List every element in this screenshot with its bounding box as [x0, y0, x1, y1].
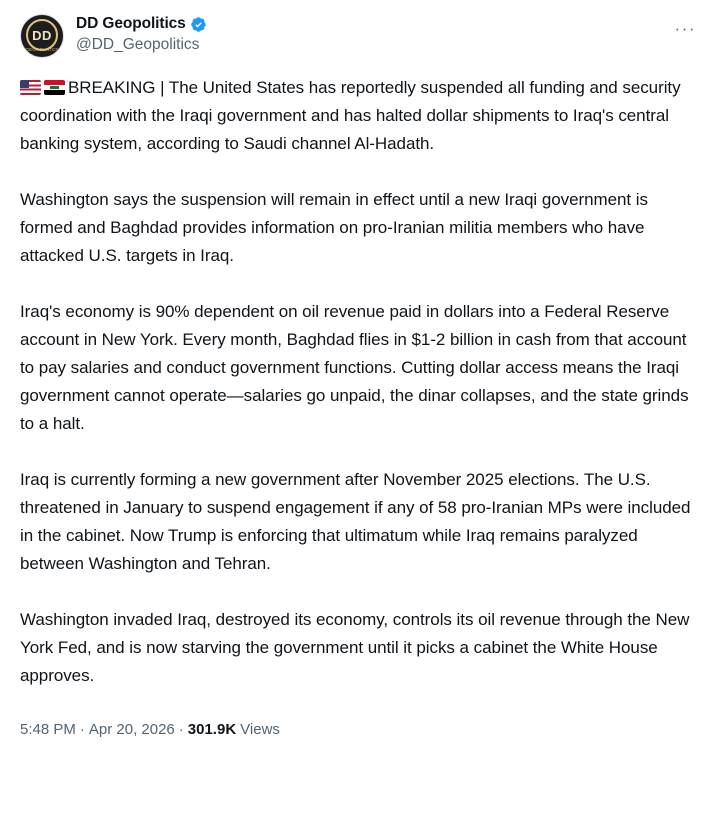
author-block: [76, 14, 667, 55]
author-handle[interactable]: @DD_Geopolitics: [76, 35, 200, 53]
avatar[interactable]: [20, 14, 64, 58]
iraq-flag-icon: [44, 80, 65, 95]
more-options-button[interactable]: ···: [674, 19, 696, 38]
verified-badge-icon: [190, 16, 207, 33]
tweet-paragraph-4: Iraq is currently forming a new government after November 2025 elections. The U.S. threatened in January to suspend engagement if any of 58 pro-Iranian MPs were included in the cabinet. Now Trump is enforcing that ultimatum while Iraq remains paralyzed between Washington and Tehran.: [20, 470, 691, 573]
flag-icons: [20, 78, 68, 98]
tweet-metadata: [20, 720, 698, 740]
tweet-paragraph-1-text: BREAKING | The United States has reportedly suspended all funding and security coordination with the Iraqi government and has halted dollar shipments to Iraq's central banking system, according to Saudi channel Al-Hadath.: [20, 78, 681, 153]
tweet-date: Apr 20, 2026: [88, 721, 175, 738]
avatar-subtext: GEOPOLITICS: [25, 47, 59, 52]
avatar-initials: DD: [32, 27, 52, 43]
tweet-text: [20, 74, 698, 690]
tweet-paragraph-5: Washington invaded Iraq, destroyed its economy, controls its oil revenue through the New York Fed, and is now starving the government until it picks a cabinet the White House approves.: [20, 610, 690, 685]
tweet-paragraph-3: Iraq's economy is 90% dependent on oil revenue paid in dollars into a Federal Reserve account in New York. Every month, Baghdad flies in $1-2 billion in cash from that account to pay salaries and conduct government functions. Cutting dollar access means the Iraqi government cannot operate—salaries go unpaid, the dinar collapses, and the state grinds to a halt.: [20, 302, 689, 433]
metadata-separator-2: ·: [178, 721, 184, 738]
tweet-paragraph-1: [20, 74, 698, 158]
author-display-name[interactable]: DD Geopolitics: [76, 15, 186, 32]
tweet-header: [20, 10, 698, 58]
metadata-separator-1: ·: [79, 721, 85, 738]
author-name-row: [76, 15, 667, 34]
tweet-time: 5:48 PM: [20, 721, 76, 738]
us-flag-icon: [20, 80, 41, 95]
tweet-paragraph-2: Washington says the suspension will remain in effect until a new Iraqi government is formed and Baghdad provides information on pro-Iranian militia members who have attacked U.S. targets in Iraq.: [20, 190, 648, 265]
views-label[interactable]: Views: [240, 721, 280, 738]
views-count: 301.9K: [187, 721, 237, 738]
